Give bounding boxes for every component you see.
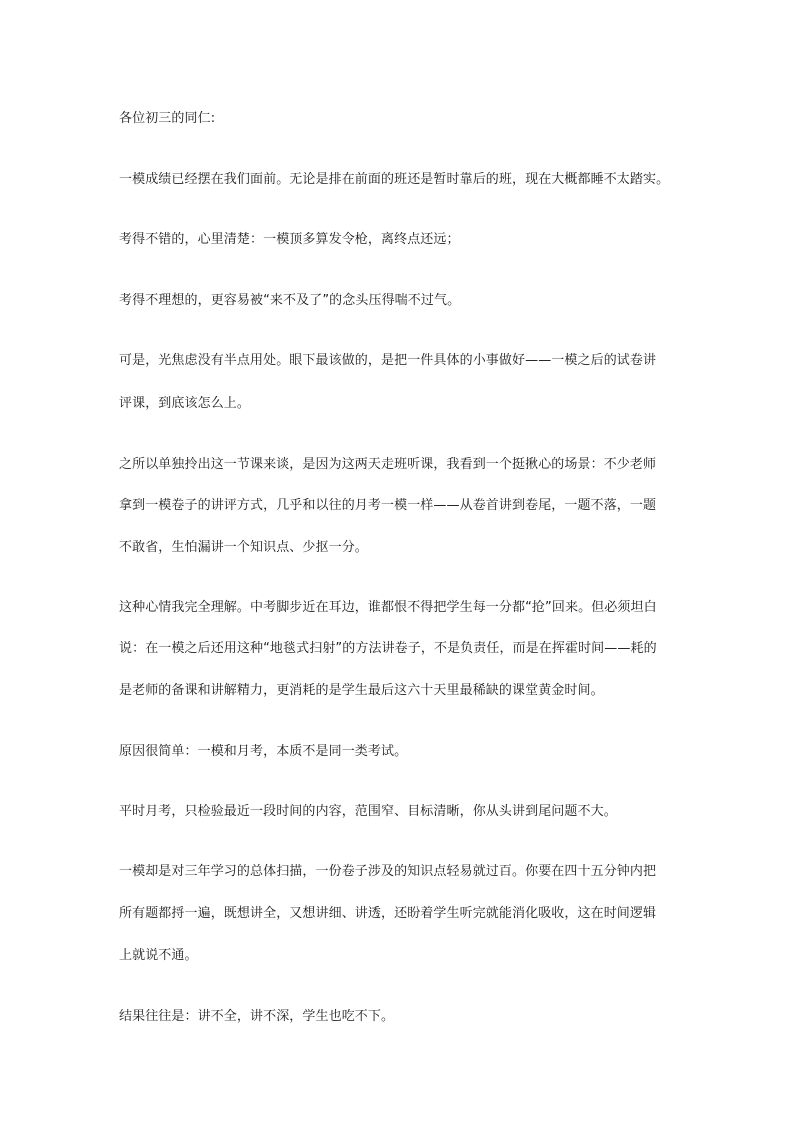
paragraph-line: 一模成绩已经摆在我们面前。无论是排在前面的班还是暂时靠后的班，现在大概都睡不太踏实。 [119, 172, 670, 187]
paragraph-line: 原因很简单：一模和月考，本质不是同一类考试。 [119, 744, 408, 759]
paragraph-line: 上就说不通。 [119, 948, 198, 963]
paragraph-line: 不敢省，生怕漏讲一个知识点、少抠一分。 [119, 540, 368, 555]
salutation: 各位初三的同仁: [119, 111, 216, 126]
paragraph-line: 结果往往是：讲不全，讲不深，学生也吃不下。 [119, 1009, 395, 1024]
paragraph-line: 拿到一模卷子的讲评方式，几乎和以往的月考一模一样——从卷首讲到卷尾，一题不落，一题 [119, 498, 657, 513]
paragraph-line: 考得不错的，心里清楚：一模顶多算发令枪，离终点还远； [119, 232, 460, 247]
paragraph-line: 之所以单独拎出这一节课来谈，是因为这两天走班听课，我看到一个挺揪心的场景：不少老师 [119, 457, 657, 472]
paragraph-line: 说：在一模之后还用这种“地毯式扫射”的方法讲卷子，不是负责任，而是在挥霍时间——耗的 [119, 641, 657, 656]
paragraph-line: 这种心情我完全理解。中考脚步近在耳边，谁都恨不得把学生每一分都“抢”回来。但必须坦白 [119, 600, 657, 615]
paragraph-line: 评课，到底该怎么上。 [119, 396, 251, 411]
paragraph-line: 平时月考，只检验最近一段时间的内容，范围窄、目标清晰，你从头讲到尾问题不大。 [119, 804, 617, 819]
paragraph-line: 所有题都捋一遍，既想讲全，又想讲细、讲透，还盼着学生听完就能消化吸收，这在时间逻辑 [119, 906, 657, 921]
paragraph-line: 一模却是对三年学习的总体扫描，一份卷子涉及的知识点轻易就过百。你要在四十五分钟内把 [119, 864, 657, 879]
paragraph-line: 考得不理想的，更容易被“来不及了”的念头压得喘不过气。 [119, 293, 461, 308]
paragraph-line: 可是，光焦虑没有半点用处。眼下最该做的，是把一件具体的小事做好——一模之后的试卷讲 [119, 353, 657, 368]
paragraph-line: 是老师的备课和讲解精力，更消耗的是学生最后这六十天里最稀缺的课堂黄金时间。 [119, 683, 604, 698]
